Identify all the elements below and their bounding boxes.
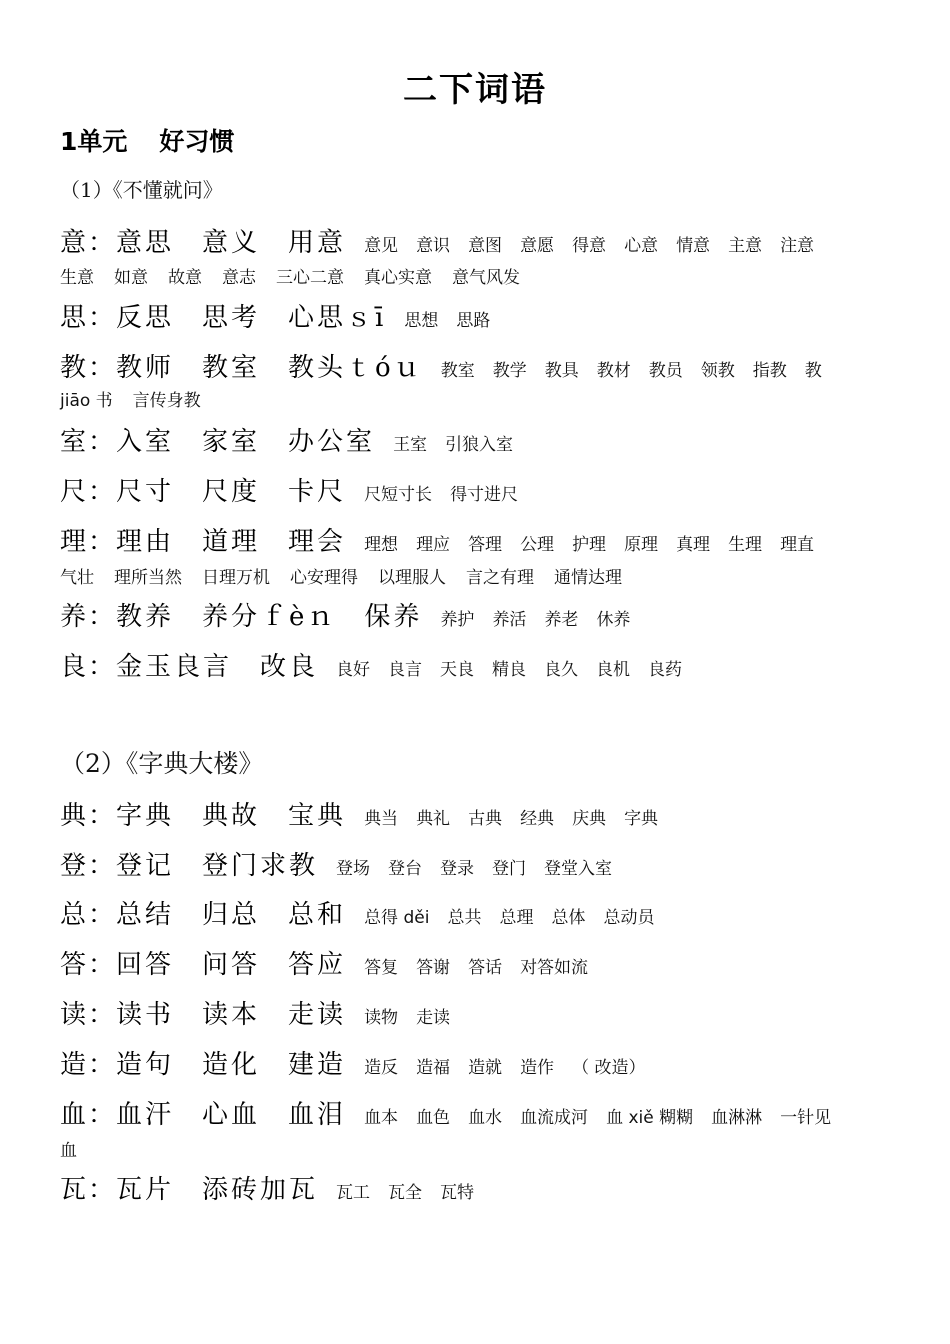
extended-word: 生理: [728, 535, 763, 555]
extended-word: 三心二意: [276, 268, 344, 288]
extended-word: 造福: [416, 1058, 451, 1078]
main-word: 登门求教: [202, 851, 319, 881]
main-word: 道理: [202, 527, 261, 557]
main-word: 瓦片: [116, 1175, 175, 1205]
extended-word: 心安理得: [290, 568, 358, 588]
extended-word: 主意: [728, 236, 763, 256]
extended-word: 良言: [388, 660, 423, 680]
extended-word: 读物: [364, 1008, 399, 1028]
lesson-heading-1: （1）《不懂就问》: [60, 178, 223, 202]
extended-word: 良久: [544, 660, 579, 680]
extended-word: 登堂入室: [544, 859, 613, 879]
extended-word: 登场: [336, 859, 371, 879]
extended-word: 原理: [624, 535, 659, 555]
main-word: 读本: [202, 1000, 261, 1030]
extended-word: 答谢: [416, 958, 451, 978]
main-word: 问答: [202, 950, 261, 980]
head-character: 血：: [60, 1100, 117, 1130]
extended-word: 教材: [596, 361, 631, 381]
extended-word: 护理: [572, 535, 607, 555]
main-word: 造化: [202, 1050, 261, 1080]
main-word: 宝典: [288, 801, 347, 831]
extended-word: 造反: [364, 1058, 399, 1078]
extended-word: 领教: [700, 361, 735, 381]
extended-word: 养护: [440, 610, 475, 630]
unit-heading: [60, 122, 234, 158]
main-word: 入室: [116, 427, 175, 457]
vocab-row: [60, 222, 890, 259]
extended-word: 良药: [648, 660, 683, 680]
main-word: 理由: [116, 527, 175, 557]
main-word: 读书: [116, 1000, 175, 1030]
main-word: 改良: [260, 652, 319, 682]
extended-word: 思路: [456, 311, 491, 331]
main-word: 办公室: [288, 427, 376, 457]
main-word: 思考: [202, 303, 261, 333]
vocab-row: [60, 421, 890, 458]
extended-word: 教室: [440, 361, 475, 381]
vocab-row: [60, 1094, 890, 1131]
main-word: 教养: [116, 602, 175, 632]
main-word: 金玉良言: [116, 652, 233, 682]
extended-word: 气壮: [60, 568, 94, 588]
head-character: 瓦：: [60, 1175, 117, 1205]
extended-word: 造就: [468, 1058, 503, 1078]
extended-word: 理想: [364, 535, 399, 555]
extended-word: 言传身教: [132, 391, 201, 411]
extended-word: （ 改造）: [572, 1058, 646, 1078]
head-character: 读：: [60, 1000, 117, 1030]
extended-word: 教学: [492, 361, 527, 381]
vocab-row: [60, 944, 890, 981]
main-word: 总和: [288, 900, 347, 930]
extended-word: 总理: [499, 908, 534, 928]
extended-word: 通情达理: [554, 568, 622, 588]
extended-word: 总体: [551, 908, 586, 928]
extended-word: 对答如流: [520, 958, 589, 978]
extended-word: 血本: [364, 1108, 399, 1128]
main-word: 总结: [116, 900, 175, 930]
extended-word: 指教: [752, 361, 787, 381]
vocab-row: [60, 646, 890, 683]
main-word: 回答: [116, 950, 175, 980]
extended-word: 天良: [440, 660, 475, 680]
vocab-row: [60, 347, 890, 384]
extended-word: 真心实意: [364, 268, 432, 288]
head-character: 尺：: [60, 477, 117, 507]
main-word: 心血: [202, 1100, 261, 1130]
main-word: 卡尺: [288, 477, 347, 507]
page-title: 二下词语: [403, 70, 547, 110]
main-word: 教室: [202, 353, 261, 383]
vocab-row-continuation: [60, 1136, 97, 1161]
head-character: 理：: [60, 527, 117, 557]
extended-word: 日理万机: [202, 568, 270, 588]
extended-word: 理直: [780, 535, 815, 555]
vocab-row: [60, 894, 890, 931]
vocab-row: [60, 471, 890, 508]
main-word: 教头ｔóｕ: [288, 353, 423, 383]
extended-word: 血流成河: [520, 1108, 589, 1128]
main-word: 保养: [364, 602, 423, 632]
main-word: 意义: [202, 228, 261, 258]
main-word: 字典: [116, 801, 175, 831]
extended-word: 良好: [336, 660, 371, 680]
extended-word: 字典: [624, 809, 659, 829]
extended-word: 王室: [393, 435, 428, 455]
extended-word: 教: [804, 361, 822, 381]
head-character: 总：: [60, 900, 117, 930]
extended-word: 总动员: [603, 908, 655, 928]
head-character: 思：: [60, 303, 117, 333]
extended-word: 登门: [492, 859, 527, 879]
extended-word: 意愿: [520, 236, 555, 256]
extended-word: 庆典: [572, 809, 607, 829]
extended-word: 意识: [416, 236, 451, 256]
extended-word: 总得 děi: [364, 908, 430, 928]
extended-word: 答复: [364, 958, 399, 978]
extended-word: 以理服人: [378, 568, 446, 588]
extended-word: 理所当然: [114, 568, 182, 588]
main-word: 心思ｓī: [288, 303, 387, 333]
extended-word: 言之有理: [466, 568, 534, 588]
main-word: 反思: [116, 303, 175, 333]
main-word: 登记: [116, 851, 175, 881]
unit-name: 好习惯: [159, 127, 235, 156]
extended-word: 精良: [492, 660, 527, 680]
head-character: 意：: [60, 228, 117, 258]
extended-word: 得寸进尺: [450, 485, 519, 505]
vocab-row-continuation: [60, 263, 540, 288]
vocab-row: [60, 994, 890, 1031]
main-word: 用意: [288, 228, 347, 258]
extended-word: 答理: [468, 535, 503, 555]
extended-word: 公理: [520, 535, 555, 555]
head-character: 良：: [60, 652, 117, 682]
extended-word: 养老: [544, 610, 579, 630]
extended-word: 得意: [572, 236, 607, 256]
extended-word: 意见: [364, 236, 399, 256]
extended-word: 总共: [447, 908, 482, 928]
vocab-row: [60, 795, 890, 832]
extended-word: 引狼入室: [445, 435, 514, 455]
main-word: 建造: [288, 1050, 347, 1080]
unit-number: 1单元: [60, 127, 128, 156]
vocab-row-continuation: [60, 386, 221, 411]
head-character: 造：: [60, 1050, 117, 1080]
extended-word: 登台: [388, 859, 423, 879]
extended-word: 教员: [648, 361, 683, 381]
main-word: 尺度: [202, 477, 261, 507]
extended-word: 血淋淋: [711, 1108, 763, 1128]
head-character: 养：: [60, 602, 117, 632]
extended-word: 典礼: [416, 809, 451, 829]
extended-word: 思想: [404, 311, 439, 331]
extended-word: 瓦工: [336, 1183, 371, 1203]
extended-word: 尺短寸长: [364, 485, 433, 505]
main-word: 家室: [202, 427, 261, 457]
extended-word: 走读: [416, 1008, 451, 1028]
extended-word: 养活: [492, 610, 527, 630]
extended-word: 古典: [468, 809, 503, 829]
extended-word: 意志: [222, 268, 256, 288]
main-word: 理会: [288, 527, 347, 557]
vocab-row: [60, 521, 890, 558]
main-word: 意思: [116, 228, 175, 258]
vocab-row: [60, 1169, 890, 1206]
extended-word: 真理: [676, 535, 711, 555]
extended-word: 理应: [416, 535, 451, 555]
extended-word: 心意: [624, 236, 659, 256]
vocab-row: [60, 845, 890, 882]
main-word: 血汗: [116, 1100, 175, 1130]
extended-word: 意气风发: [452, 268, 520, 288]
extended-word: 瓦全: [388, 1183, 423, 1203]
extended-word: 血色: [416, 1108, 451, 1128]
extended-word: 血: [60, 1141, 77, 1161]
extended-word: 经典: [520, 809, 555, 829]
head-character: 登：: [60, 851, 117, 881]
main-word: 教师: [116, 353, 175, 383]
head-character: 教：: [60, 353, 117, 383]
extended-word: 典当: [364, 809, 399, 829]
extended-word: 休养: [596, 610, 631, 630]
main-word: 典故: [202, 801, 261, 831]
main-word: 归总: [202, 900, 261, 930]
main-word: 造句: [116, 1050, 175, 1080]
main-word: 添砖加瓦: [202, 1175, 319, 1205]
vocab-row: [60, 297, 890, 334]
extended-word: 血 xiě 糊糊: [606, 1108, 694, 1128]
extended-word: 生意: [60, 268, 94, 288]
extended-word: 一针见: [780, 1108, 832, 1128]
vocab-row: [60, 596, 890, 633]
main-word: 养分ｆèｎ: [202, 602, 337, 632]
main-word: 答应: [288, 950, 347, 980]
vocab-row: [60, 1044, 890, 1081]
head-character: 典：: [60, 801, 117, 831]
extended-word: 血水: [468, 1108, 503, 1128]
extended-word: jiāo 书: [60, 391, 113, 411]
lesson-heading-2: （2）《字典大楼》: [60, 749, 264, 778]
extended-word: 答话: [468, 958, 503, 978]
extended-word: 良机: [596, 660, 631, 680]
extended-word: 情意: [676, 236, 711, 256]
extended-word: 注意: [780, 236, 815, 256]
extended-word: 意图: [468, 236, 503, 256]
vocab-row-continuation: [60, 563, 642, 588]
main-word: 尺寸: [116, 477, 175, 507]
extended-word: 故意: [168, 268, 202, 288]
extended-word: 造作: [520, 1058, 555, 1078]
head-character: 室：: [60, 427, 117, 457]
main-word: 血泪: [288, 1100, 347, 1130]
main-word: 走读: [288, 1000, 347, 1030]
extended-word: 教具: [544, 361, 579, 381]
head-character: 答：: [60, 950, 117, 980]
extended-word: 如意: [114, 268, 148, 288]
extended-word: 瓦特: [440, 1183, 475, 1203]
extended-word: 登录: [440, 859, 475, 879]
